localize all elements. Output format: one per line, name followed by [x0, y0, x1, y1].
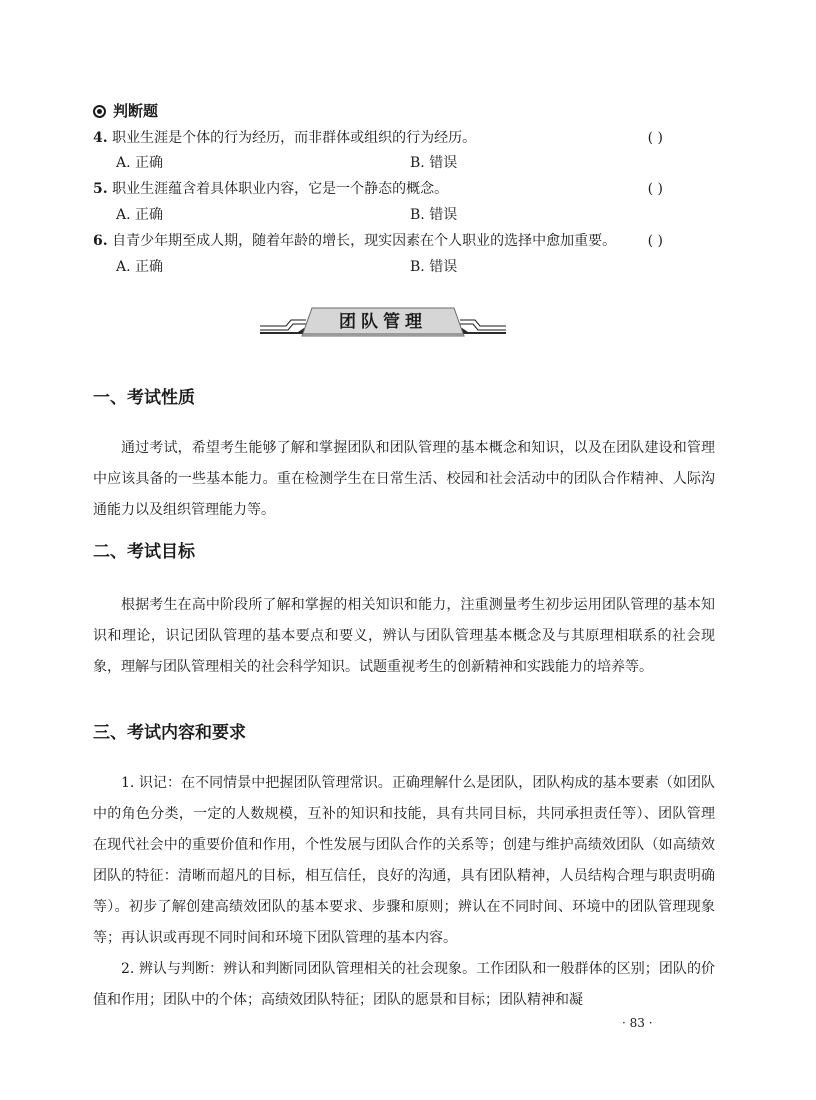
banner-title: 团队管理	[339, 312, 427, 332]
bullseye-icon	[93, 105, 106, 118]
question-5	[93, 179, 693, 199]
answer-paren: ( )	[647, 233, 663, 249]
chapter-banner	[258, 305, 508, 339]
section-heading: 二、考试目标	[93, 542, 195, 562]
question-4	[93, 128, 693, 148]
question-number: 4.	[93, 130, 108, 146]
section-body	[93, 590, 715, 683]
question-number: 5.	[93, 181, 108, 197]
section-body	[93, 433, 715, 526]
section-heading: 三、考试内容和要求	[93, 723, 246, 743]
question-6	[93, 231, 693, 251]
option-a: A. 正确	[116, 259, 164, 275]
answer-paren: ( )	[647, 130, 663, 146]
question-number: 6.	[93, 233, 108, 249]
paragraph: 1. 识记：在不同情景中把握团队管理常识。正确理解什么是团队，团队构成的基本要素（如团队中的角色分类，一定的人数规模，互补的知识和技能，具有共同目标，共同承担责任等）、团队管理在现代社会中的重要价值和作用，个性发展与团队合作的关系等；创建与维护高绩效团队（如高绩效团队的特征：清晰而超凡的目标，相互信任，良好的沟通，具有团队精神，人员结构合理与职责明确等）。初步了解创建高绩效团队的基本要求、步骤和原则；辨认在不同时间、环境中的团队管理现象等；再认识或再现不同时间和环境下团队管理的基本内容。	[93, 775, 715, 946]
question-text: 职业生涯是个体的行为经历，而非群体或组织的行为经历。	[112, 130, 477, 146]
option-b: B. 错误	[410, 259, 458, 275]
judge-section-title	[93, 101, 158, 121]
option-b: B. 错误	[410, 207, 458, 223]
option-a: A. 正确	[116, 155, 164, 171]
section-heading: 一、考试性质	[93, 388, 195, 408]
paragraph: 根据考生在高中阶段所了解和掌握的相关知识和能力，注重测量考生初步运用团队管理的基本知识和理论，识记团队管理的基本要点和要义，辨认与团队管理基本概念及与其原理相联系的社会现象，理解与团队管理相关的社会科学知识。试题重视考生的创新精神和实践能力的培养等。	[93, 597, 715, 675]
judge-section-label: 判断题	[113, 102, 159, 120]
page-number: · 83 ·	[622, 1016, 653, 1030]
section-body	[93, 768, 715, 1016]
paragraph: 通过考试，希望考生能够了解和掌握团队和团队管理的基本概念和知识，以及在团队建设和管理中应该具备的一些基本能力。重在检测学生在日常生活、校园和社会活动中的团队合作精神、人际沟通能力以及组织管理能力等。	[93, 440, 715, 518]
question-text: 自青少年期至成人期，随着年龄的增长，现实因素在个人职业的选择中愈加重要。	[112, 233, 617, 249]
option-a: A. 正确	[116, 207, 164, 223]
option-b: B. 错误	[410, 155, 458, 171]
answer-paren: ( )	[647, 181, 663, 197]
paragraph: 2. 辨认与判断：辨认和判断同团队管理相关的社会现象。工作团队和一般群体的区别；团队的价值和作用；团队中的个体；高绩效团队特征；团队的愿景和目标；团队精神和凝	[93, 961, 715, 1008]
question-text: 职业生涯蕴含着具体职业内容，它是一个静态的概念。	[112, 181, 449, 197]
